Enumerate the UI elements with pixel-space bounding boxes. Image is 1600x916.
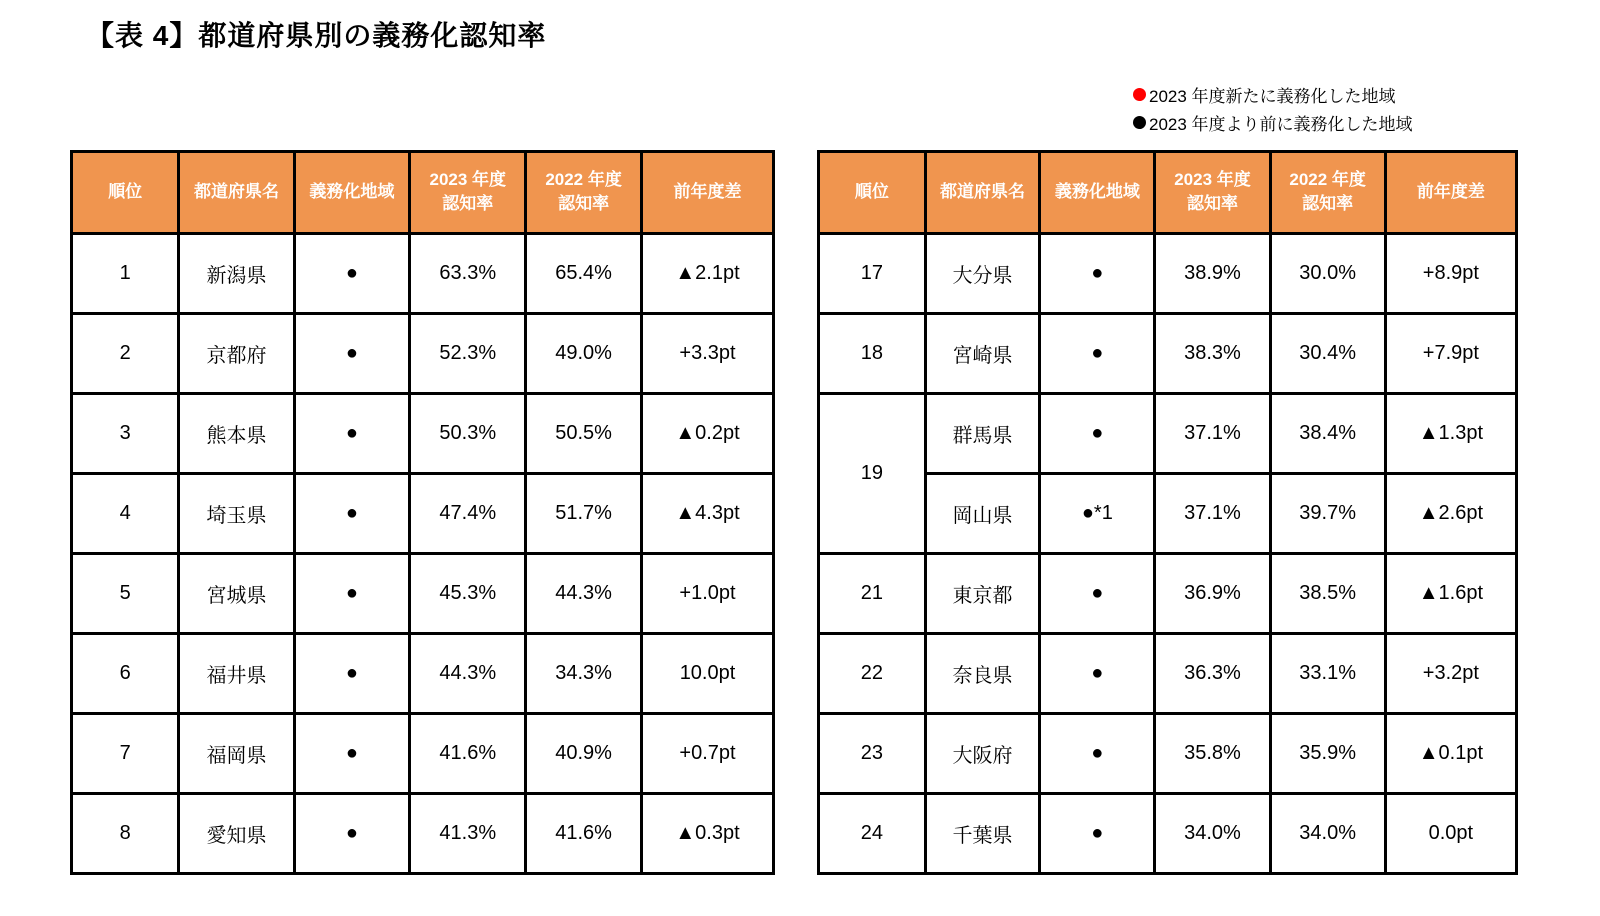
- diff-cell: 0.0pt: [1385, 794, 1516, 874]
- table-row: [72, 714, 774, 794]
- rank-cell: 21: [819, 554, 926, 634]
- diff-cell: +3.2pt: [1385, 634, 1516, 714]
- prefecture-cell: 群馬県: [925, 394, 1039, 474]
- rate-2022-cell: 41.6%: [526, 794, 642, 874]
- prefecture-cell: 大分県: [925, 234, 1039, 314]
- rate-2022-cell: 39.7%: [1270, 474, 1385, 554]
- col-header-rate2023: 2023 年度 認知率: [1155, 152, 1270, 234]
- col-header-rank: 順位: [72, 152, 179, 234]
- rank-cell: 19: [819, 394, 926, 554]
- left-rank-table: [70, 150, 775, 875]
- prefecture-cell: 京都府: [179, 314, 294, 394]
- prefecture-cell: 熊本県: [179, 394, 294, 474]
- prefecture-cell: 新潟県: [179, 234, 294, 314]
- rate-2022-cell: 44.3%: [526, 554, 642, 634]
- prefecture-cell: 宮崎県: [925, 314, 1039, 394]
- diff-cell: ▲4.3pt: [642, 474, 774, 554]
- table-row: [819, 554, 1517, 634]
- region-dot-cell: ●: [1040, 234, 1155, 314]
- table-row: [819, 314, 1517, 394]
- col-header-prefecture: 都道府県名: [925, 152, 1039, 234]
- black-dot-icon: [1133, 116, 1146, 129]
- region-dot-cell: ●: [1040, 554, 1155, 634]
- table-row: [72, 794, 774, 874]
- table-row: [819, 634, 1517, 714]
- legend: [1133, 80, 1413, 136]
- rate-2023-cell: 41.6%: [410, 714, 526, 794]
- prefecture-cell: 東京都: [925, 554, 1039, 634]
- diff-cell: +7.9pt: [1385, 314, 1516, 394]
- region-dot-cell: ●*1: [1040, 474, 1155, 554]
- col-header-prefecture: 都道府県名: [179, 152, 294, 234]
- col-header-diff: 前年度差: [1385, 152, 1516, 234]
- prefecture-cell: 宮城県: [179, 554, 294, 634]
- diff-cell: ▲1.6pt: [1385, 554, 1516, 634]
- col-header-rank: 順位: [819, 152, 926, 234]
- diff-cell: ▲0.1pt: [1385, 714, 1516, 794]
- rank-cell: 3: [72, 394, 179, 474]
- region-dot-cell: ●: [294, 474, 410, 554]
- page-title: 【表 4】都道府県別の義務化認知率: [86, 20, 547, 51]
- prefecture-cell: 愛知県: [179, 794, 294, 874]
- rank-cell: 4: [72, 474, 179, 554]
- rate-2022-cell: 51.7%: [526, 474, 642, 554]
- table-row: [819, 714, 1517, 794]
- col-header-rate2022: 2022 年度 認知率: [526, 152, 642, 234]
- col-header-rate2023: 2023 年度 認知率: [410, 152, 526, 234]
- rate-2022-cell: 33.1%: [1270, 634, 1385, 714]
- diff-cell: ▲2.1pt: [642, 234, 774, 314]
- rank-cell: 17: [819, 234, 926, 314]
- rank-cell: 24: [819, 794, 926, 874]
- diff-cell: 10.0pt: [642, 634, 774, 714]
- rank-cell: 6: [72, 634, 179, 714]
- rate-2022-cell: 50.5%: [526, 394, 642, 474]
- prefecture-cell: 大阪府: [925, 714, 1039, 794]
- region-dot-cell: ●: [294, 794, 410, 874]
- rank-cell: 1: [72, 234, 179, 314]
- table-row: [819, 794, 1517, 874]
- rate-2023-cell: 52.3%: [410, 314, 526, 394]
- table-row: [819, 234, 1517, 314]
- rate-2023-cell: 45.3%: [410, 554, 526, 634]
- legend-item-newly-mandated: [1133, 80, 1413, 108]
- diff-cell: ▲1.3pt: [1385, 394, 1516, 474]
- region-dot-cell: ●: [294, 314, 410, 394]
- header-row: [819, 152, 1517, 234]
- rate-2023-cell: 63.3%: [410, 234, 526, 314]
- region-dot-cell: ●: [1040, 314, 1155, 394]
- prefecture-cell: 福岡県: [179, 714, 294, 794]
- diff-cell: +0.7pt: [642, 714, 774, 794]
- rate-2023-cell: 34.0%: [1155, 794, 1270, 874]
- rate-2022-cell: 30.4%: [1270, 314, 1385, 394]
- ranking-table-right-section: [817, 150, 1518, 875]
- table-row: [819, 394, 1517, 474]
- rank-cell: 8: [72, 794, 179, 874]
- diff-cell: ▲0.3pt: [642, 794, 774, 874]
- col-header-rate2022: 2022 年度 認知率: [1270, 152, 1385, 234]
- table-row: [72, 314, 774, 394]
- rate-2022-cell: 35.9%: [1270, 714, 1385, 794]
- rate-2023-cell: 47.4%: [410, 474, 526, 554]
- rate-2022-cell: 38.4%: [1270, 394, 1385, 474]
- region-dot-cell: ●: [1040, 634, 1155, 714]
- region-dot-cell: ●: [1040, 714, 1155, 794]
- rate-2022-cell: 34.3%: [526, 634, 642, 714]
- rate-2023-cell: 36.3%: [1155, 634, 1270, 714]
- diff-cell: +1.0pt: [642, 554, 774, 634]
- rate-2022-cell: 30.0%: [1270, 234, 1385, 314]
- region-dot-cell: ●: [294, 554, 410, 634]
- rate-2022-cell: 38.5%: [1270, 554, 1385, 634]
- diff-cell: +3.3pt: [642, 314, 774, 394]
- header-row: [72, 152, 774, 234]
- table-row: [72, 394, 774, 474]
- table-row: [72, 234, 774, 314]
- table-row: [72, 554, 774, 634]
- rate-2022-cell: 65.4%: [526, 234, 642, 314]
- rate-2023-cell: 36.9%: [1155, 554, 1270, 634]
- diff-cell: ▲2.6pt: [1385, 474, 1516, 554]
- rate-2022-cell: 34.0%: [1270, 794, 1385, 874]
- rank-cell: 22: [819, 634, 926, 714]
- region-dot-cell: ●: [1040, 794, 1155, 874]
- prefecture-cell: 岡山県: [925, 474, 1039, 554]
- col-header-region: 義務化地域: [294, 152, 410, 234]
- rate-2022-cell: 40.9%: [526, 714, 642, 794]
- right-rank-table: [817, 150, 1518, 875]
- rank-cell: 23: [819, 714, 926, 794]
- diff-cell: +8.9pt: [1385, 234, 1516, 314]
- rank-cell: 7: [72, 714, 179, 794]
- prefecture-cell: 福井県: [179, 634, 294, 714]
- region-dot-cell: ●: [294, 634, 410, 714]
- prefecture-cell: 千葉県: [925, 794, 1039, 874]
- region-dot-cell: ●: [294, 234, 410, 314]
- col-header-region: 義務化地域: [1040, 152, 1155, 234]
- table-row: [72, 474, 774, 554]
- rate-2023-cell: 38.3%: [1155, 314, 1270, 394]
- rank-cell: 18: [819, 314, 926, 394]
- region-dot-cell: ●: [294, 394, 410, 474]
- region-dot-cell: ●: [294, 714, 410, 794]
- diff-cell: ▲0.2pt: [642, 394, 774, 474]
- rate-2023-cell: 37.1%: [1155, 394, 1270, 474]
- legend-label-newly-mandated: 2023 年度新たに義務化した地域: [1149, 86, 1396, 106]
- rate-2023-cell: 41.3%: [410, 794, 526, 874]
- rate-2022-cell: 49.0%: [526, 314, 642, 394]
- rate-2023-cell: 35.8%: [1155, 714, 1270, 794]
- rate-2023-cell: 37.1%: [1155, 474, 1270, 554]
- rate-2023-cell: 38.9%: [1155, 234, 1270, 314]
- table-row: [72, 634, 774, 714]
- legend-label-previously-mandated: 2023 年度より前に義務化した地域: [1149, 114, 1413, 134]
- rate-2023-cell: 50.3%: [410, 394, 526, 474]
- prefecture-cell: 奈良県: [925, 634, 1039, 714]
- ranking-table-left-section: [70, 150, 775, 875]
- red-dot-icon: [1133, 88, 1146, 101]
- region-dot-cell: ●: [1040, 394, 1155, 474]
- col-header-diff: 前年度差: [642, 152, 774, 234]
- legend-item-previously-mandated: [1133, 108, 1413, 136]
- rank-cell: 5: [72, 554, 179, 634]
- prefecture-cell: 埼玉県: [179, 474, 294, 554]
- rank-cell: 2: [72, 314, 179, 394]
- rate-2023-cell: 44.3%: [410, 634, 526, 714]
